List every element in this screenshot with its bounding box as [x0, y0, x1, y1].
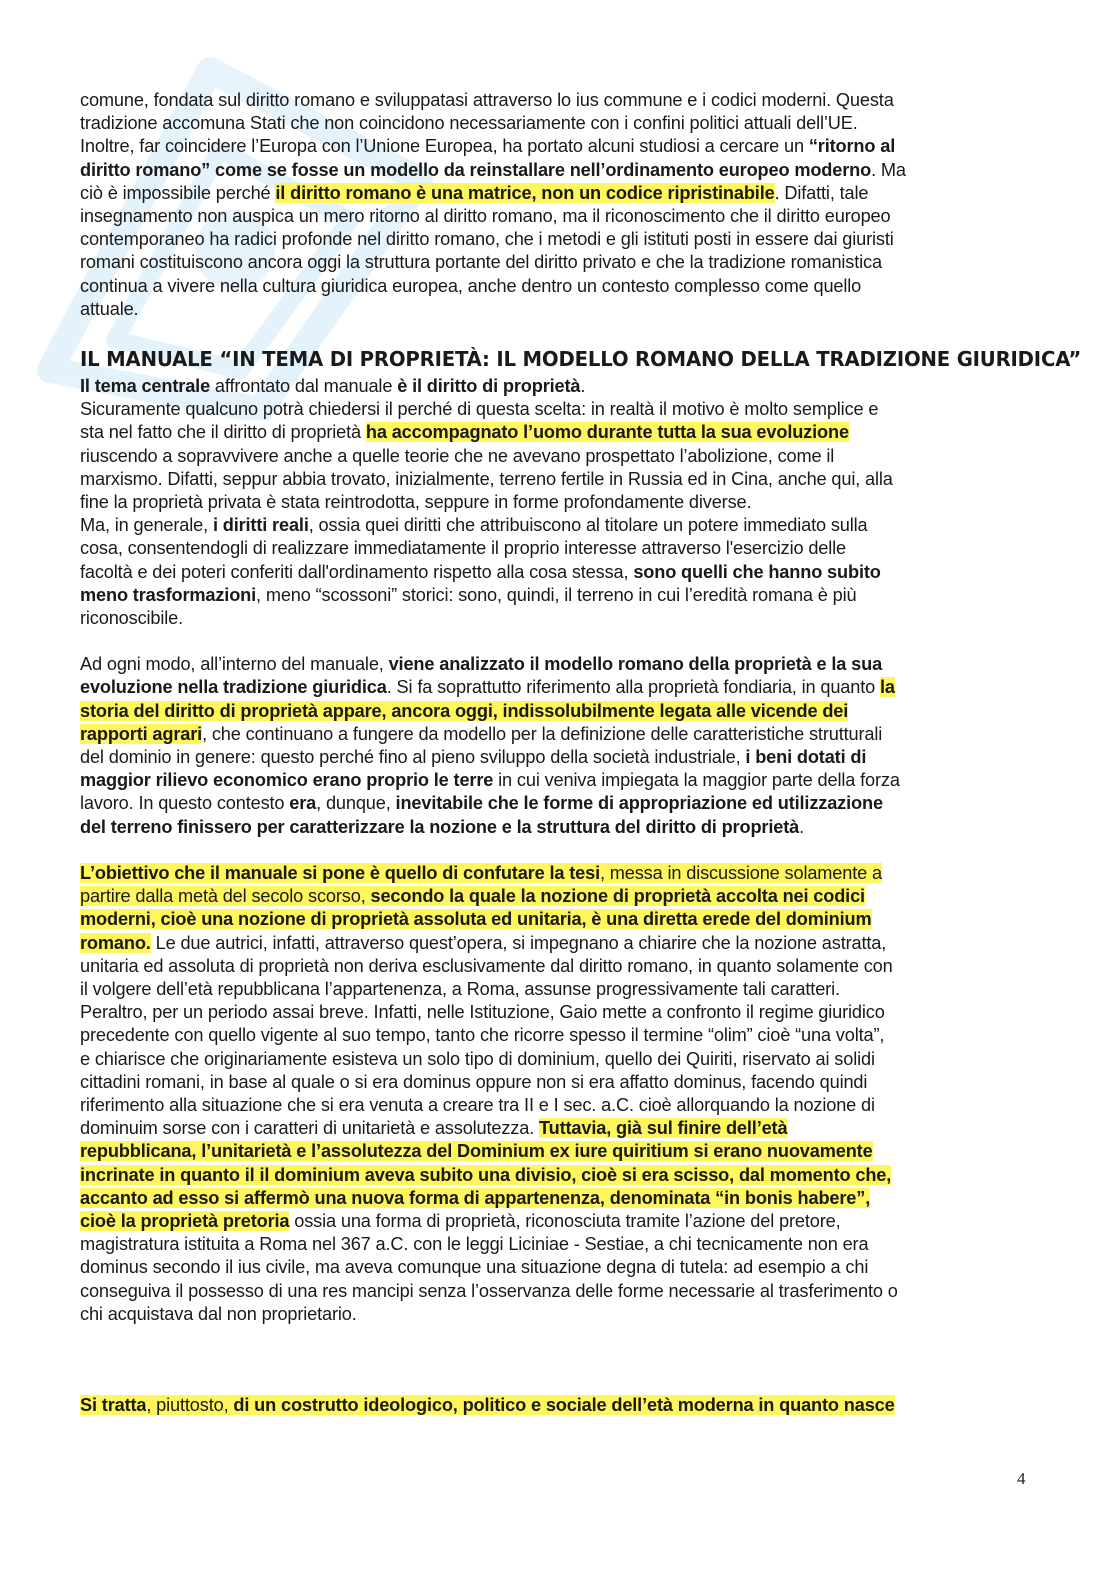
text-run: “ritorno al diritto romano” come se fosse un modello da reinstallare nell’ordinamento europeo moderno — [80, 136, 896, 180]
paragraph-intro — [80, 89, 1032, 321]
text-run: . Ma ciò è impossibile perché — [80, 159, 906, 203]
text-run: . — [799, 816, 804, 837]
text-run: i beni dotati di maggior rilievo economico erano proprio le terre — [80, 747, 867, 791]
text-run: il diritto romano è una matrice, non un codice ripristinabile — [275, 182, 775, 203]
text-run: . Difatti, tale insegnamento non auspica un mero ritorno al diritto romano, ma il riconoscimento che il diritto europeo contemporaneo ha radici profonde nel diritto romano, che i metodi e gli istituti posti in essere dai giuristi romani costituiscono ancora oggi la struttura portante del diritto privato e che la tradizione romanistica continua a vivere nella cultura giuridica europea, anche dentro un contesto complesso come quello attuale. — [80, 182, 894, 319]
text-run: secondo la quale la nozione di proprietà accolta nei codici moderni, cioè una nozione di proprietà assoluta ed unitaria, è una diretta erede del dominium romano. — [80, 886, 872, 953]
text-run: , ossia quei diritti che attribuiscono al titolare un potere immediato sulla cosa, consentendogli di realizzare immediatamente il proprio interesse attraverso l'esercizio delle facoltà e dei poteri conferiti dall'ordinamento rispetto alla cosa stessa, — [80, 515, 868, 582]
text-run: di un costrutto ideologico, politico e sociale dell’età moderna in quanto nasce — [233, 1394, 895, 1415]
text-run: Il tema centrale — [80, 376, 211, 397]
text-run: Le due autrici, infatti, attraverso quest’opera, si impegnano a chiarire che la nozione astratta, unitaria ed assoluta di proprietà non deriva esclusivamente dal diritto romano, in quanto solamente con il volgere dell’età repubblicana l’appartenenza, a Roma, assunse progressivamente tali caratteri. Peraltro, per un periodo assai breve. Infatti, nelle Istituzione, Gaio mette a confronto il regime giuridico precedente con quello vigente al suo tempo, tanto che ricorre spesso il termine “olim” cioè “una volta”, e chiarisce che originariamente esisteva un solo tipo di dominium, quello dei Quiriti, riservato ai solidi cittadini romani, in base al quale o si era dominus oppure non si era affatto dominus, facendo quindi riferimento alla situazione che si era venuta a creare tra II e I sec. a.C. cioè allorquando la nozione di dominuim sorse con i caratteri di unitarietà e assolutezza. — [80, 932, 893, 1139]
text-run: , che continuano a fungere da modello per la definizione delle caratteristiche strutturali del dominio in genere: questo perché fino al pieno sviluppo della società industriale, — [80, 723, 883, 768]
text-run: . Sicuramente qualcuno potrà chiedersi il perché di questa scelta: in realtà il motivo è molto semplice e sta nel fatto che il diritto di proprietà — [80, 376, 879, 443]
text-run: riuscendo a sopravvivere anche a quelle teorie che ne avevano prospettato l’abolizione, come il marxismo. Difatti, seppur abbia trovato, inizialmente, terreno fertile in Russia ed in Cina, anche qui, alla fine la proprietà privata è stata reintrodotta, seppure in forme profondamente diverse. Ma, in generale, — [80, 445, 893, 536]
text-run: ossia una forma di proprietà, riconosciuta tramite l’azione del pretore, magistratura istituita a Roma nel 367 a.C. con le leggi Liciniae - Sestiae, a chi tecnicamente non era dominus secondo il ius civile, ma aveva comunque una situazione degna di tutela: ad esempio a chi conseguiva il possesso di una res mancipi senza l’osservanza delle forme necessarie al trasferimento o chi acquistava dal non proprietario. — [80, 1210, 898, 1324]
text-run: sono quelli che hanno subito meno trasformazioni — [80, 561, 881, 605]
text-run: . Si fa soprattutto riferimento alla proprietà fondiaria, in quanto — [386, 677, 881, 698]
text-run: Tuttavia, già sul finire dell’età repubblicana, l’unitarietà e l’assolutezza del Dominium ex iure quiritium si erano nuovamente incrinate in quanto il il dominium aveva subito una divisio, cioè si era scisso, dal momento che, accanto ad esso si affermò una nuova forma di appartenenza, denominata “in bonis habere”, cioè la proprietà pretoria — [80, 1118, 892, 1231]
text-run: , piuttosto, — [146, 1394, 234, 1415]
text-run: affrontato dal manuale — [210, 376, 398, 397]
page-number: 4 — [1017, 1469, 1026, 1488]
paragraph-obiettivo — [80, 862, 1032, 1326]
document-body — [80, 89, 1082, 1417]
text-run: Ad ogni modo, all’interno del manuale, — [80, 654, 389, 675]
text-run: i diritti reali — [212, 515, 309, 536]
text-run: in cui veniva impiegata la maggior parte della forza lavoro. In questo contesto — [80, 770, 900, 814]
text-run: , dunque, — [316, 793, 396, 814]
text-run: inevitabile che le forme di appropriazione ed utilizzazione del terreno finissero per caratterizzare la nozione e la struttura del diritto di proprietà — [80, 793, 883, 837]
text-run: era — [289, 793, 317, 814]
text-run: la storia del diritto di proprietà appare, ancora oggi, indissolubilmente legata alle vicende dei rapporti agrari — [80, 677, 895, 744]
paragraph-modello-romano — [80, 653, 1032, 839]
text-run: comune, fondata sul diritto romano e sviluppatasi attraverso lo ius commune e i codici moderni. Questa tradizione accomuna Stati che non coincidono necessariamente con i confini politici attuali dell’UE. Inoltre, far coincidere l’Europa con l’Unione Europea, ha portato alcuni studiosi a cercare un — [80, 90, 894, 157]
text-run: è il diritto di proprietà — [397, 376, 581, 397]
paragraph-costrutto — [80, 1394, 1032, 1417]
text-run: , meno “scossoni” storici: sono, quindi, il terreno in cui l’eredità romana è più riconoscibile. — [80, 584, 857, 629]
text-run: viene analizzato il modello romano della proprietà e la sua evoluzione nella tradizione giuridica — [80, 654, 883, 698]
text-run: L’obiettivo che il manuale si pone è quello di confutare la tesi — [80, 862, 600, 883]
text-run: ha accompagnato l’uomo durante tutta la sua evoluzione — [365, 422, 849, 443]
paragraph-tema-centrale — [80, 375, 1032, 630]
text-run: , messa in discussione solamente a partire dalla metà del secolo scorso, — [80, 862, 882, 907]
text-run: Si tratta — [80, 1394, 147, 1415]
section-heading: IL MANUALE “IN TEMA DI PROPRIETÀ: IL MODELLO ROMANO DELLA TRADIZIONE GIURIDICA” — [80, 347, 1082, 372]
